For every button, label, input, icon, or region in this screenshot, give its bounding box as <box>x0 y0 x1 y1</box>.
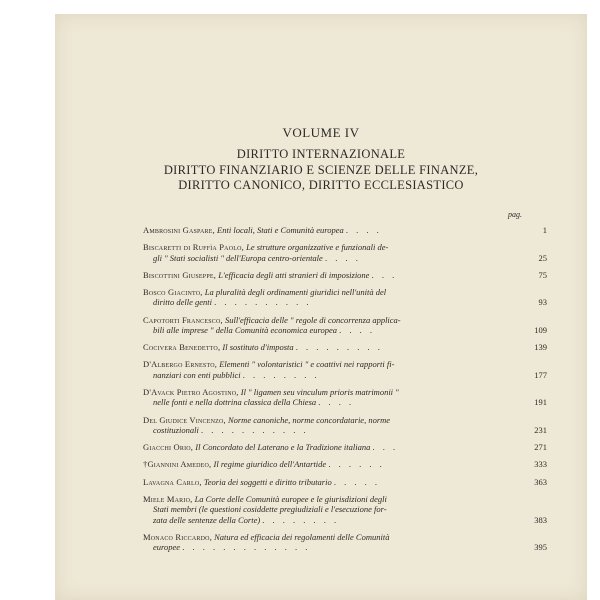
author-name: Capotorti Francesco, <box>143 314 223 325</box>
author-name: Miele Mario, <box>143 493 193 504</box>
author-name: Cocivera Benedetto, <box>143 342 221 353</box>
heading-line: DIRITTO FINANZIARIO E SCIENZE DELLE FINANZE, <box>163 162 479 177</box>
entry-title: La pluralità degli ordinamenti giuridici nell'unità del <box>204 287 387 298</box>
entry-title-cont: nelle fonti e nella dottrina classica della Chiesa <box>153 397 317 408</box>
page-column-label: pag. <box>508 210 522 219</box>
page-number: 93 <box>538 297 547 308</box>
author-name: Del Giudice Vincenzo, <box>143 414 226 425</box>
leader-dots: . . . . <box>318 397 355 408</box>
toc-entry <box>143 442 547 453</box>
entry-title-cont: costituzionali <box>153 425 199 436</box>
toc-entry <box>143 342 547 353</box>
page-number: 1 <box>542 225 547 235</box>
author-name: Bosco Giacinto, <box>143 287 203 298</box>
leader-dots: . . . . . . . . . . . . . <box>182 542 311 553</box>
author-name: Biscottini Giuseppe, <box>143 269 217 280</box>
page-number: 25 <box>538 252 547 263</box>
author-name: Giacchi Orio, <box>143 442 194 453</box>
page-number: 395 <box>534 542 547 553</box>
page-number: 363 <box>534 476 547 487</box>
toc-entry <box>143 269 547 280</box>
heading-line: DIRITTO INTERNAZIONALE <box>236 147 406 161</box>
toc-entry <box>143 359 547 380</box>
toc-entry <box>143 387 547 408</box>
section-heading <box>55 147 587 194</box>
toc-entry <box>143 493 547 525</box>
author-name: Lavagna Carlo, <box>143 476 202 487</box>
page-number: 271 <box>534 442 547 453</box>
entry-title: Teoria dei soggetti e diritto tributario <box>203 476 332 487</box>
entry-title: Natura ed efficacia dei regolamenti delle Comunità <box>214 531 390 542</box>
page-number: 109 <box>534 325 547 336</box>
leader-dots: . . . <box>371 269 398 280</box>
author-name: Monaco Riccardo, <box>143 531 213 542</box>
entry-title: Sull'efficacia delle " regole di concorrenza applica- <box>224 314 401 325</box>
entry-title: Il " ligamen seu vinculum prioris matrimonii " <box>240 387 399 398</box>
leader-dots: . . . . . <box>333 476 380 487</box>
author-name: Ambrosini Gaspare, <box>143 225 215 235</box>
entry-title-cont: bili alle imprese " della Comunità economica europea <box>153 325 338 336</box>
heading-line: DIRITTO CANONICO, DIRITTO ECCLESIASTICO <box>178 178 464 192</box>
toc-entry <box>143 287 547 308</box>
table-of-contents <box>143 225 547 560</box>
author-name: D'Albergo Ernesto, <box>143 359 218 370</box>
book-page <box>55 14 587 600</box>
entry-title: Il Concordato del Laterano e la Tradizione italiana <box>195 442 371 453</box>
page-number: 191 <box>534 397 547 408</box>
entry-title: Norme canoniche, norme concordatarie, norme <box>227 414 391 425</box>
volume-title: VOLUME IV <box>282 125 360 140</box>
entry-title-cont: zata delle sentenze della Corte) <box>153 514 261 525</box>
toc-entry <box>143 242 547 263</box>
entry-title-cont: gli " Stati socialisti " dell'Europa centro-orientale <box>153 252 323 263</box>
entry-title: Le strutture organizzative e funzionali de- <box>246 242 389 253</box>
leader-dots: . . . . . . . . . . . <box>200 425 309 436</box>
page-number: 177 <box>534 369 547 380</box>
leader-dots: . . . <box>372 442 399 453</box>
leader-dots: . . . . . . . . <box>262 514 340 525</box>
leader-dots: . . . . <box>339 325 376 336</box>
page-number: 139 <box>534 342 547 353</box>
toc-entry <box>143 476 547 487</box>
toc-entry <box>143 459 547 470</box>
toc-entry <box>143 314 547 336</box>
entry-title-cont: nanziari con enti pubblici <box>153 369 241 380</box>
author-name: †Giannini Amedeo, <box>143 459 212 470</box>
entry-title-cont: europee <box>153 542 181 553</box>
leader-dots: . . . . <box>324 252 361 263</box>
entry-title: L'efficacia degli atti stranieri di imposizione <box>218 269 370 280</box>
leader-dots: . . . . . . . . . <box>295 342 383 353</box>
leader-dots: . . . . . . . . <box>242 369 320 380</box>
entry-title-cont: Stati membri (le questioni cosiddette pregiudiziali e l'esecuzione for- <box>153 504 387 515</box>
entry-title: Il regime giuridico dell'Antartide <box>213 459 327 470</box>
entry-title: Enti locali, Stati e Comunità europea <box>217 225 344 235</box>
toc-entry <box>143 531 547 553</box>
leader-dots: . . . . <box>345 225 382 235</box>
entry-title: Elementi " volontaristici " e coattivi nei rapporti fi- <box>219 359 395 370</box>
page-number: 75 <box>538 269 547 280</box>
leader-dots: . . . . . . . . . . <box>214 297 312 308</box>
author-name: Biscaretti di Ruffìa Paolo, <box>143 242 244 253</box>
leader-dots: . . . . . . <box>328 459 385 470</box>
entry-title: Il sostituto d'imposta <box>222 342 294 353</box>
toc-entry <box>143 414 547 436</box>
author-name: D'Avack Pietro Agostino, <box>143 387 239 398</box>
toc-entry <box>143 225 547 235</box>
page-number: 333 <box>534 459 547 470</box>
entry-title-cont: diritto delle genti <box>153 297 213 308</box>
page-number: 231 <box>534 425 547 436</box>
page-number: 383 <box>534 514 547 525</box>
entry-title: La Corte delle Comunità europee e le giurisdizioni degli <box>194 493 387 504</box>
